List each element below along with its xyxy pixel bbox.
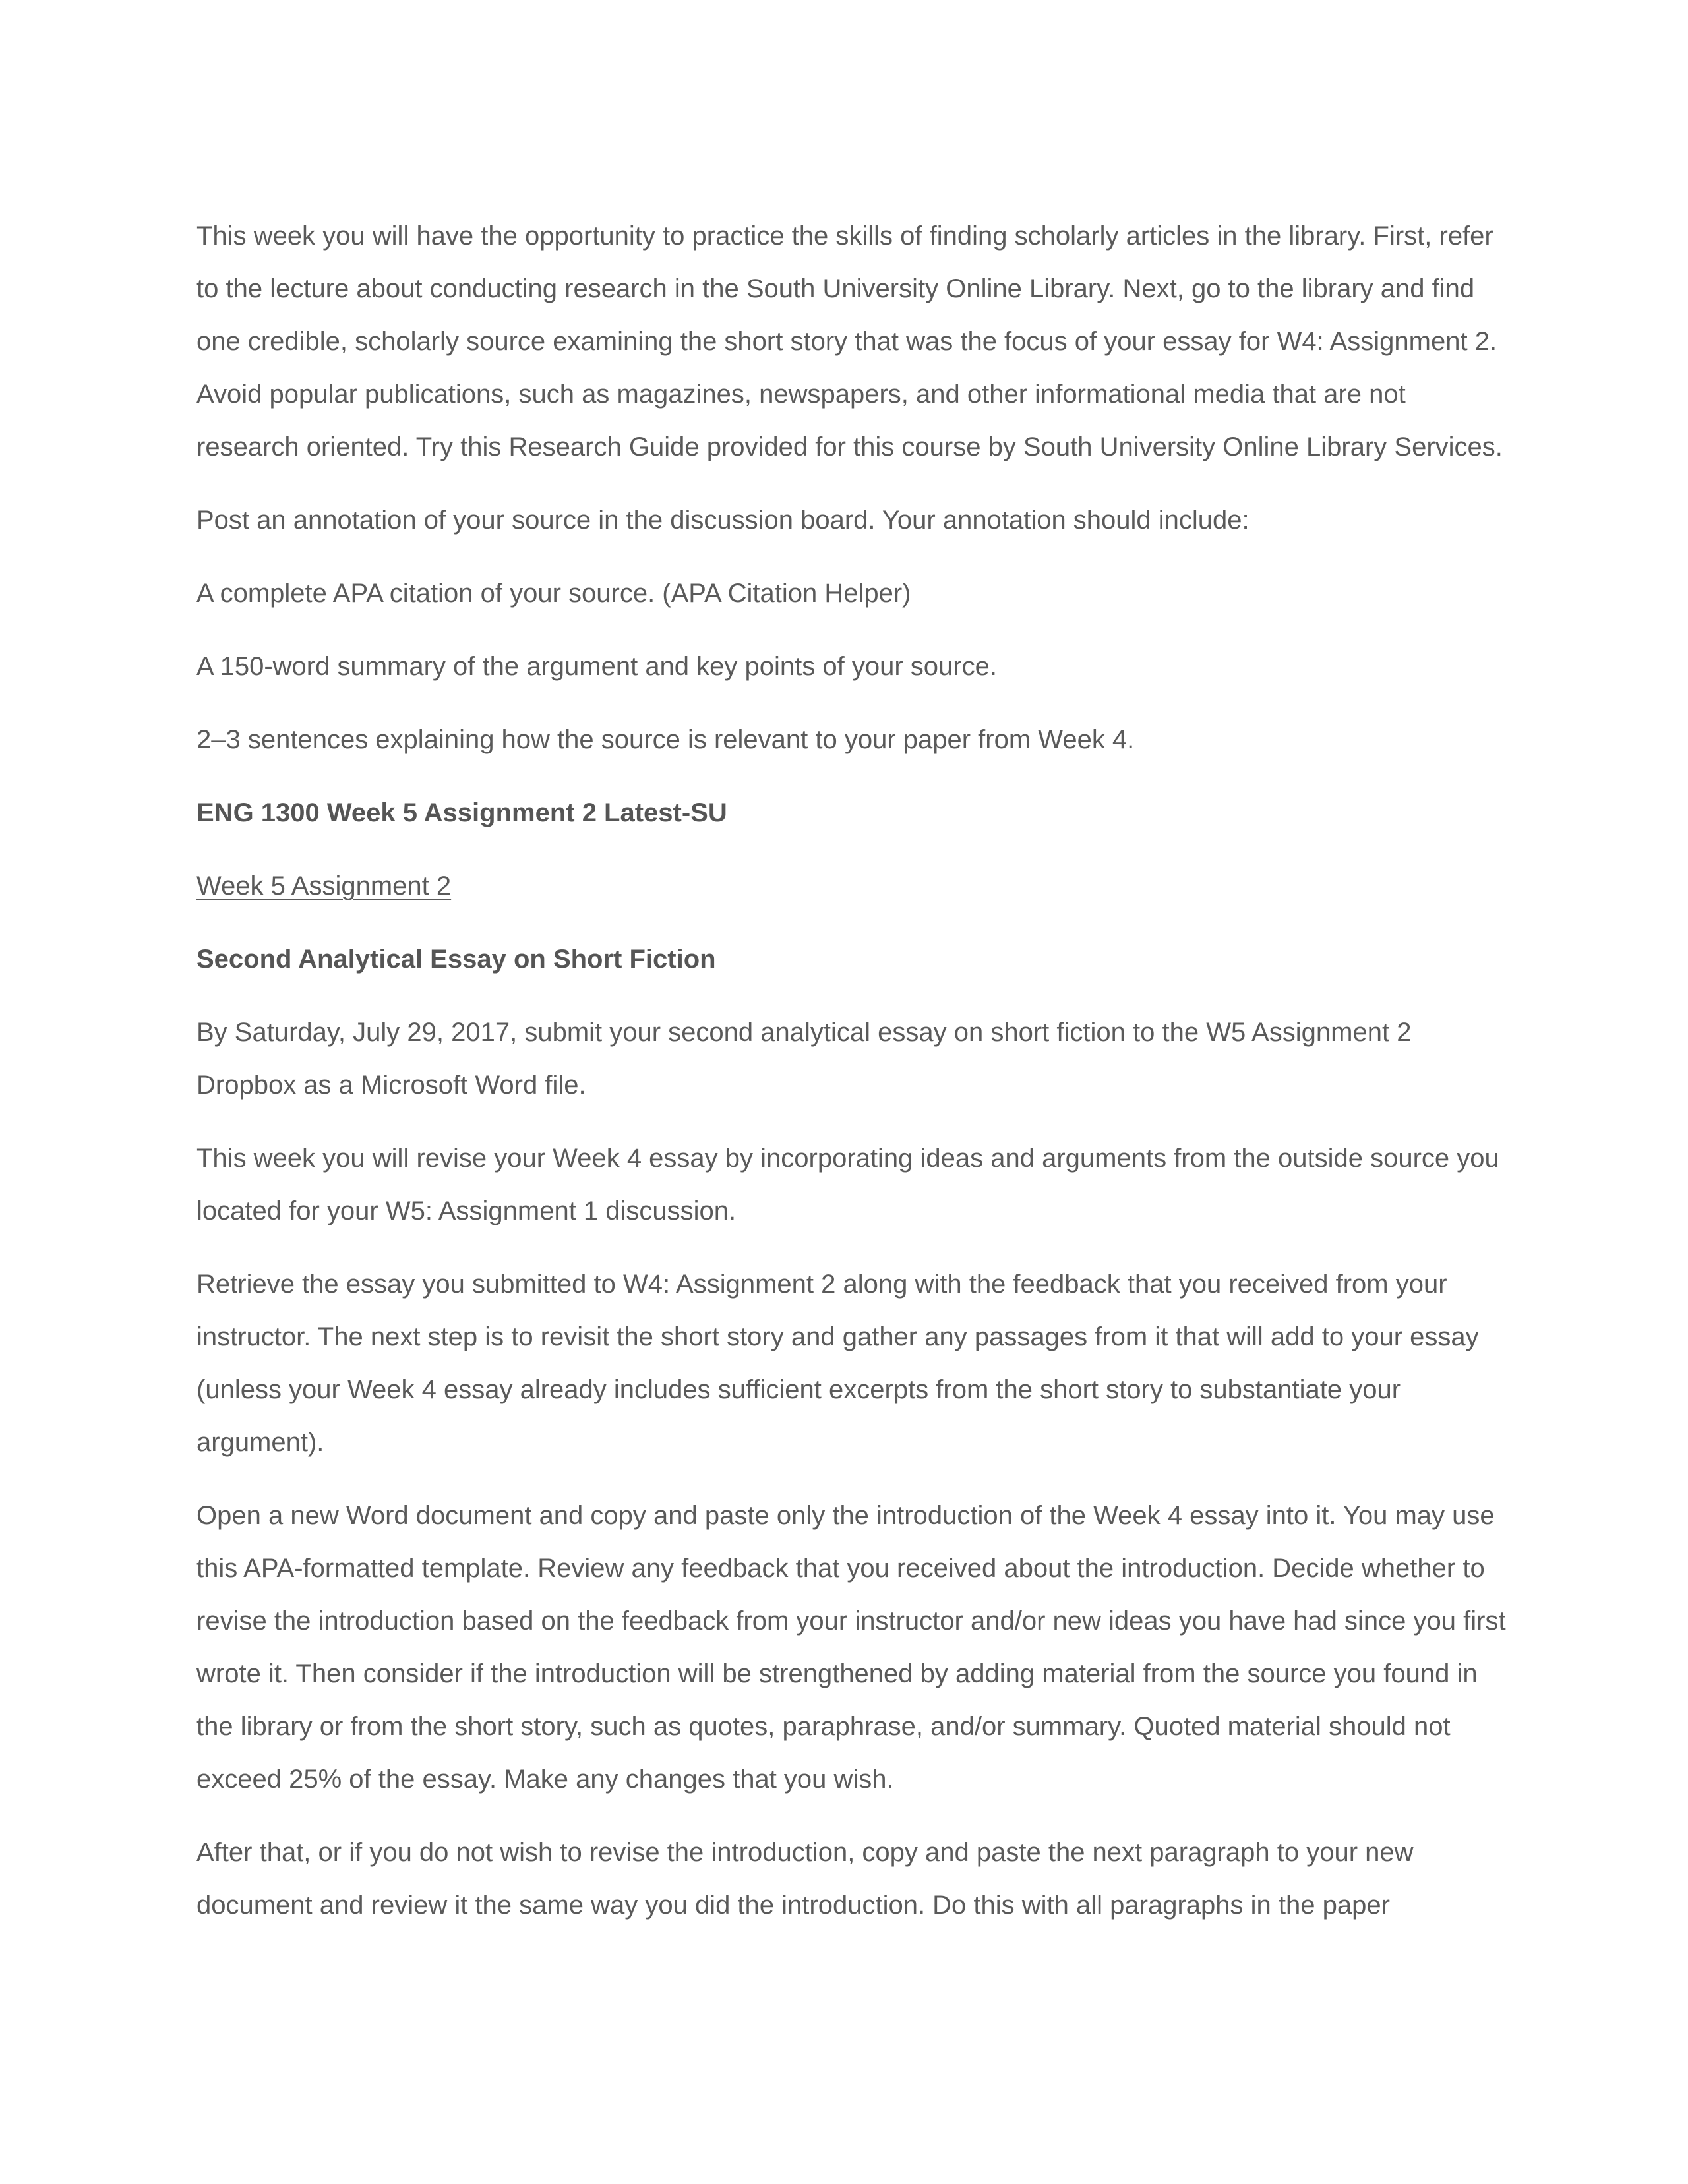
essay-subheading: Second Analytical Essay on Short Fiction — [196, 945, 716, 974]
requirement-summary: A 150-word summary of the argument and key points of your source. — [196, 652, 997, 681]
assignment-link[interactable]: Week 5 Assignment 2 — [196, 871, 452, 900]
assignment-link-paragraph — [196, 860, 1509, 912]
requirement-relevance: 2–3 sentences explaining how the source is relevant to your paper from Week 4. — [196, 725, 1135, 754]
document-body — [196, 210, 1509, 1952]
requirement-citation: A complete APA citation of your source. (APA Citation Helper) — [196, 579, 911, 608]
next-steps-paragraph: After that, or if you do not wish to revise the introduction, copy and paste the next paragraph to your new document and review it the same way you did the introduction. Do this with all paragraphs in the paper — [196, 1838, 1414, 1920]
due-date-paragraph: By Saturday, July 29, 2017, submit your second analytical essay on short fiction to the W5 Assignment 2 Dropbox as a Microsoft Word file. — [196, 1018, 1412, 1100]
retrieve-paragraph: Retrieve the essay you submitted to W4: Assignment 2 along with the feedback that you received from your instructor. The next step is to revisit the short story and gather any passages from it that will add to your essay (unless your Week 4 essay already includes sufficient excerpts from the short story to substantiate your argument). — [196, 1270, 1479, 1457]
assignment-heading: ENG 1300 Week 5 Assignment 2 Latest-SU — [196, 798, 727, 827]
introduction-paragraph: Open a new Word document and copy and paste only the introduction of the Week 4 essay into it. You may use this APA-formatted template. Review any feedback that you received about the introduction. Decide whether to revise the introduction based on the feedback from your instructor and/or new ideas you have had since you first wrote it. Then consider if the introduction will be strengthened by adding material from the source you found in the library or from the short story, such as quotes, paraphrase, and/or summary. Quoted material should not exceed 25% of the essay. Make any changes that you wish. — [196, 1501, 1506, 1794]
revision-paragraph: This week you will revise your Week 4 essay by incorporating ideas and arguments from the outside source you located for your W5: Assignment 1 discussion. — [196, 1144, 1499, 1225]
intro-paragraph: This week you will have the opportunity to practice the skills of finding scholarly articles in the library. First, refer to the lecture about conducting research in the South University Online Library. Next, go to the library and find one credible, scholarly source examining the short story that was the focus of your essay for W4: Assignment 2. Avoid popular publications, such as magazines, newspapers, and other informational media that are not research oriented. Try this Research Guide provided for this course by South University Online Library Services. — [196, 221, 1503, 461]
annotation-instructions: Post an annotation of your source in the discussion board. Your annotation should include: — [196, 506, 1250, 535]
